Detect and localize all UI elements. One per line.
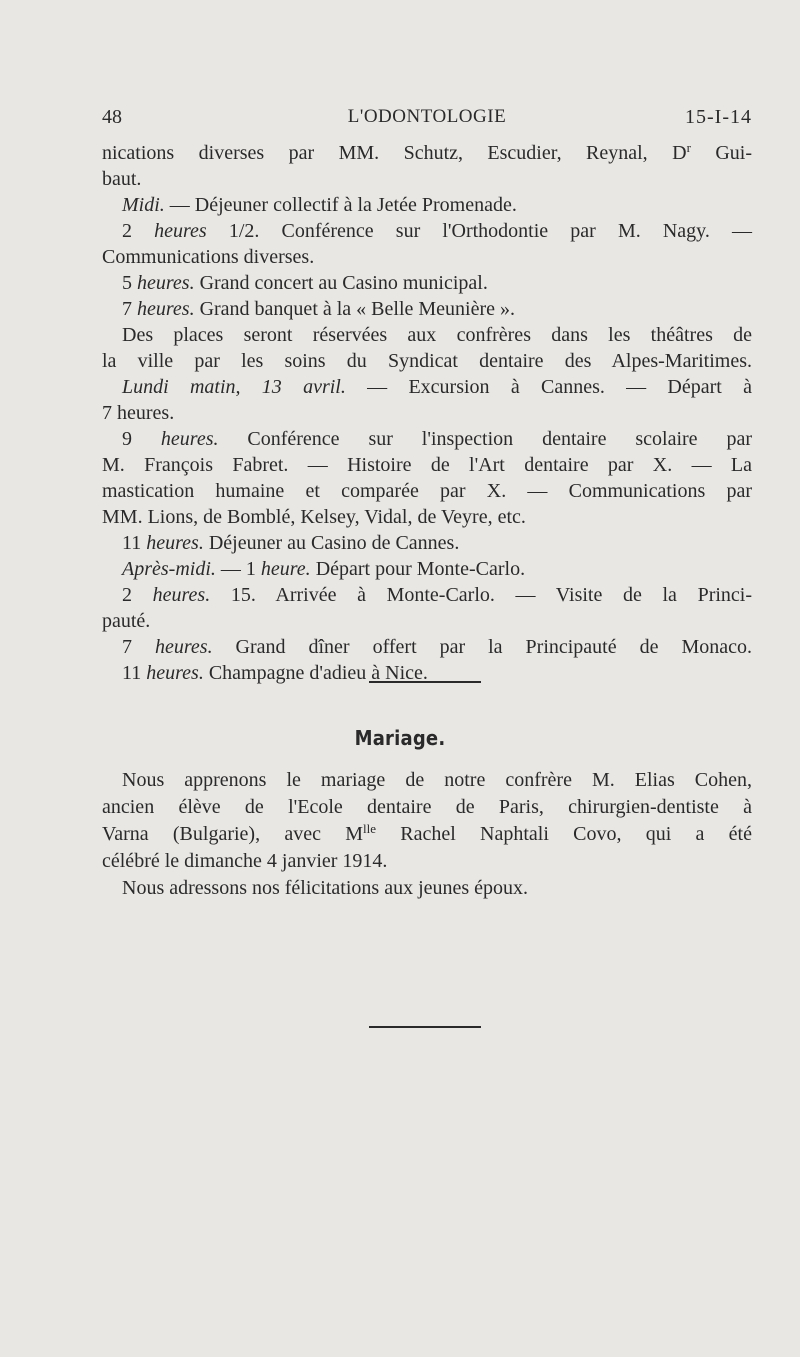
end-divider bbox=[369, 1026, 481, 1028]
text-line: Nous apprenons le mariage de notre confrère M. Elias Cohen, bbox=[122, 769, 752, 791]
section-divider bbox=[369, 681, 481, 683]
text-line: 7 heures. bbox=[102, 402, 175, 424]
text-line: 2 heures. 15. Arrivée à Monte-Carlo. — Visite de la Princi- bbox=[122, 584, 752, 606]
congress-program bbox=[102, 140, 752, 686]
text-line: Lundi matin, 13 avril. — Excursion à Cannes. — Départ à bbox=[122, 376, 753, 398]
section-title: Mariage. bbox=[354, 726, 446, 750]
text-line: Varna (Bulgarie), avec $M^{lle}$ Rachel Naphtali Covo, qui a été bbox=[102, 821, 752, 845]
text-line: 7 heures. Grand banquet à la « Belle Meunière ». bbox=[122, 298, 516, 320]
text-line: Des places seront réservées aux confrères dans les théâtres de bbox=[122, 324, 752, 346]
running-header bbox=[102, 103, 752, 131]
issue-date: 15-I-14 bbox=[685, 106, 752, 128]
text-line: nications diverses par MM. Schutz, Escudier, Reynal, $D^r$ Gui- bbox=[102, 140, 752, 164]
text-line: la ville par les soins du Syndicat dentaire des Alpes-Maritimes. bbox=[102, 350, 752, 372]
text-line: Nous adressons nos félicitations aux jeunes époux. bbox=[122, 877, 529, 899]
text-line: ancien élève de l'Ecole dentaire de Paris, chirurgien-dentiste à bbox=[102, 796, 752, 818]
text-line: Communications diverses. bbox=[102, 246, 315, 268]
text-line: Après-midi. — 1 heure. Départ pour Monte-Carlo. bbox=[122, 558, 526, 580]
text-line: 2 heures 1/2. Conférence sur l'Orthodontie par M. Nagy. — bbox=[122, 220, 752, 242]
page-number: 48 bbox=[102, 106, 122, 128]
text-line: Midi. — Déjeuner collectif à la Jetée Promenade. bbox=[122, 194, 517, 216]
text-line: M. François Fabret. — Histoire de l'Art dentaire par X. — La bbox=[102, 454, 752, 476]
journal-title: L'ODONTOLOGIE bbox=[347, 106, 507, 127]
text-line: 11 heures. Déjeuner au Casino de Cannes. bbox=[122, 532, 460, 554]
text-line: 7 heures. Grand dîner offert par la Principauté de Monaco. bbox=[122, 636, 752, 658]
text-line: MM. Lions, de Bomblé, Kelsey, Vidal, de Veyre, etc. bbox=[102, 506, 526, 528]
text-line: 9 heures. Conférence sur l'inspection dentaire scolaire par bbox=[122, 428, 753, 450]
text-line: célébré le dimanche 4 janvier 1914. bbox=[102, 850, 388, 872]
text-line: pauté. bbox=[102, 610, 151, 632]
text-line: 11 heures. Champagne d'adieu à Nice. bbox=[122, 662, 428, 684]
text-line: 5 heures. Grand concert au Casino municipal. bbox=[122, 272, 488, 294]
text-line: mastication humaine et comparée par X. — Communications par bbox=[102, 480, 752, 502]
text-line: baut. bbox=[102, 168, 142, 190]
mariage-notice bbox=[102, 767, 752, 902]
